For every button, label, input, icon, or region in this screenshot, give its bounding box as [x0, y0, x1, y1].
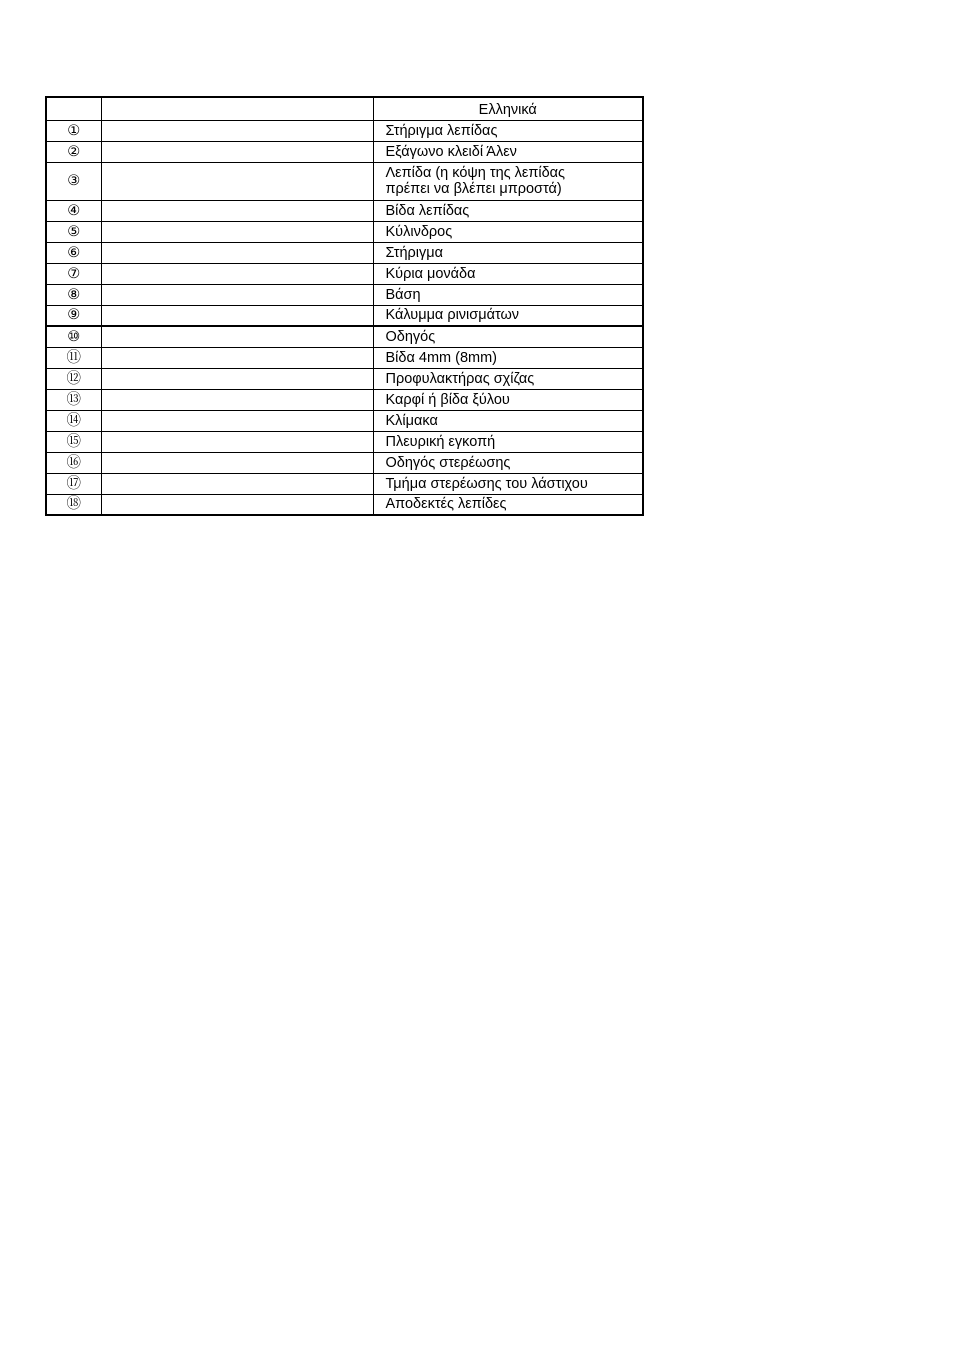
table-row: [46, 473, 643, 494]
blank-cell: [101, 389, 373, 410]
row-number: ⑪: [46, 347, 101, 368]
blank-cell: [101, 347, 373, 368]
table-row: [46, 284, 643, 305]
table-row: [46, 347, 643, 368]
greek-label: Τμήμα στερέωσης του λάστιχου: [373, 473, 643, 494]
blank-cell: [101, 242, 373, 263]
blank-cell: [101, 410, 373, 431]
header-number-cell: [46, 97, 101, 120]
greek-label: Κύλινδρος: [373, 221, 643, 242]
table-row: [46, 305, 643, 326]
blank-cell: [101, 200, 373, 221]
row-number: ⑱: [46, 494, 101, 515]
greek-label: Οδηγός στερέωσης: [373, 452, 643, 473]
table-row: [46, 389, 643, 410]
blank-cell: [101, 431, 373, 452]
blank-cell: [101, 494, 373, 515]
parts-table: [45, 96, 644, 516]
table-row: [46, 494, 643, 515]
row-number: ④: [46, 200, 101, 221]
greek-label: Κύρια μονάδα: [373, 263, 643, 284]
row-number: ⑫: [46, 368, 101, 389]
row-number: ⑯: [46, 452, 101, 473]
blank-cell: [101, 305, 373, 326]
row-number: ⑧: [46, 284, 101, 305]
table-row: [46, 452, 643, 473]
greek-label: Κάλυμμα ρινισμάτων: [373, 305, 643, 326]
greek-label: Βίδα λεπίδας: [373, 200, 643, 221]
row-number: ③: [46, 162, 101, 200]
blank-cell: [101, 141, 373, 162]
header-greek-cell: Ελληνικά: [373, 97, 643, 120]
table-row: [46, 162, 643, 200]
table-row: [46, 431, 643, 452]
blank-cell: [101, 284, 373, 305]
row-number: ⑭: [46, 410, 101, 431]
blank-cell: [101, 221, 373, 242]
greek-label: Λεπίδα (η κόψη της λεπίδας πρέπει να βλέπει μπροστά): [373, 162, 643, 200]
row-number: ⑦: [46, 263, 101, 284]
greek-label: Κλίμακα: [373, 410, 643, 431]
blank-cell: [101, 452, 373, 473]
table-header-row: [46, 97, 643, 120]
greek-label: Εξάγωνο κλειδί Άλεν: [373, 141, 643, 162]
blank-cell: [101, 120, 373, 141]
row-number: ⑮: [46, 431, 101, 452]
row-number: ⑨: [46, 305, 101, 326]
row-number: ①: [46, 120, 101, 141]
row-number: ⑰: [46, 473, 101, 494]
table-row: [46, 120, 643, 141]
table-row: [46, 200, 643, 221]
header-blank-cell: [101, 97, 373, 120]
greek-label: Βίδα 4mm (8mm): [373, 347, 643, 368]
greek-label: Προφυλακτήρας σχίζας: [373, 368, 643, 389]
row-number: ⑤: [46, 221, 101, 242]
blank-cell: [101, 473, 373, 494]
table-row: [46, 221, 643, 242]
table-row: [46, 368, 643, 389]
greek-label: Βάση: [373, 284, 643, 305]
table-row: [46, 263, 643, 284]
row-number: ⑬: [46, 389, 101, 410]
table-row: [46, 410, 643, 431]
table-row: [46, 326, 643, 347]
greek-label: Πλευρική εγκοπή: [373, 431, 643, 452]
greek-label: Στήριγμα: [373, 242, 643, 263]
blank-cell: [101, 326, 373, 347]
blank-cell: [101, 263, 373, 284]
row-number: ⑥: [46, 242, 101, 263]
greek-label: Στήριγμα λεπίδας: [373, 120, 643, 141]
row-number: ②: [46, 141, 101, 162]
table-row: [46, 141, 643, 162]
blank-cell: [101, 162, 373, 200]
blank-cell: [101, 368, 373, 389]
row-number: ⑩: [46, 326, 101, 347]
greek-label: Οδηγός: [373, 326, 643, 347]
greek-label: Καρφί ή βίδα ξύλου: [373, 389, 643, 410]
greek-label: Αποδεκτές λεπίδες: [373, 494, 643, 515]
table-row: [46, 242, 643, 263]
